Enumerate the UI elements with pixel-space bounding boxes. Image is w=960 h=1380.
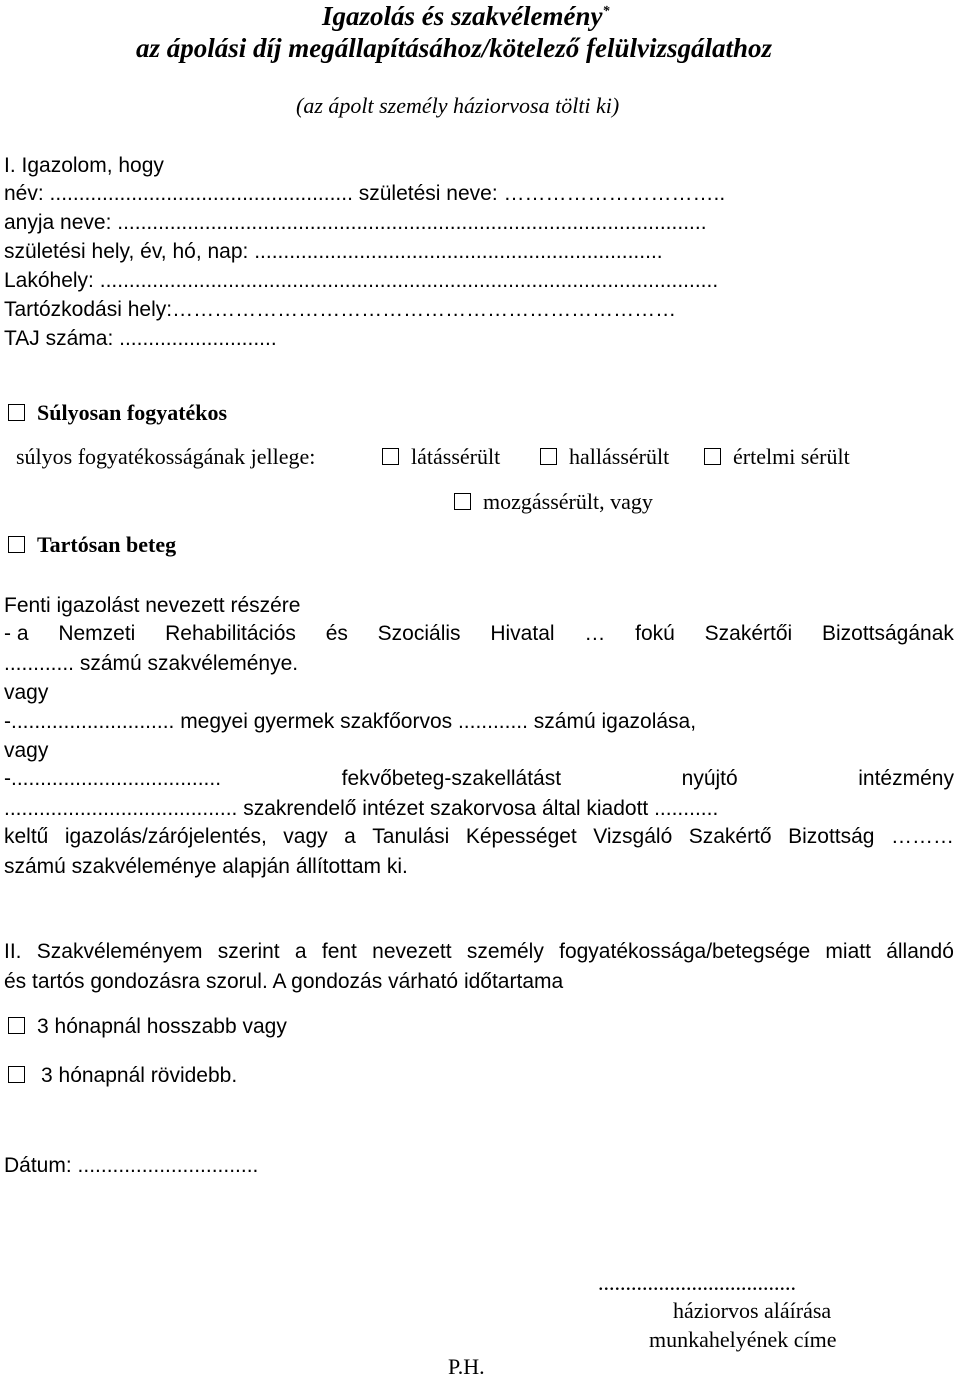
word: Képességet	[465, 825, 577, 848]
option-visual	[382, 444, 500, 470]
word: fokú	[635, 622, 675, 645]
certificate-intro: Fenti igazolást nevezett részére	[4, 594, 301, 617]
duration-longer-option	[8, 1014, 287, 1039]
final-line-end: számú szakvéleménye alapján állítottam ki.	[4, 855, 408, 878]
word: Szociális	[377, 622, 461, 645]
option-hearing	[540, 444, 669, 470]
word: személy	[466, 940, 544, 963]
outpatient-line: ........................................ szakrendelő intézet szakorvosa által kiadott ...........	[4, 797, 719, 820]
date-line: Dátum: ...............................	[4, 1154, 259, 1177]
duration-shorter-label: 3 hónapnál rövidebb.	[41, 1064, 238, 1087]
word: -....................................	[4, 767, 222, 790]
word: miatt	[825, 940, 871, 963]
signature-label: háziorvos aláírása	[673, 1298, 832, 1323]
word: a	[294, 940, 307, 963]
word: intézmény	[858, 767, 954, 790]
word: Szakértői	[704, 622, 793, 645]
footnote-marker: *	[602, 4, 610, 19]
stamp-label: P.H.	[448, 1354, 485, 1379]
hearing-label: hallássérült	[569, 444, 670, 469]
name-line: név: .................................................... születési neve: …………………………..	[4, 182, 726, 205]
section1-heading: I. Igazolom, hogy	[4, 154, 164, 177]
word: fogyatékossága/betegsége	[559, 940, 811, 963]
duration-shorter-option	[8, 1063, 237, 1088]
visual-label: látássérült	[411, 444, 501, 469]
chronic-illness-option	[8, 532, 176, 558]
word: …	[584, 622, 606, 645]
title-text: Igazolás és szakvélemény	[322, 1, 603, 31]
nrszh-line	[4, 622, 954, 646]
option-mobility	[454, 489, 653, 515]
birth-line: születési hely, év, hó, nap: ......................................................................	[4, 240, 663, 263]
stay-line: Tartózkodási hely:………………………………………………………………	[4, 298, 677, 321]
word: nevezett	[372, 940, 452, 963]
mobility-checkbox[interactable]	[454, 493, 471, 510]
word: szerint	[217, 940, 280, 963]
section2-line1	[4, 940, 954, 964]
word: Tanulási	[372, 825, 450, 848]
inpatient-line	[4, 767, 954, 791]
duration-shorter-checkbox[interactable]	[8, 1066, 25, 1083]
word: a	[344, 825, 356, 848]
mother-line: anyja neve: .....................................................................................................	[4, 211, 707, 234]
nrszh-line-end: ............ számú szakvéleménye.	[4, 652, 299, 675]
word: Szakértő	[688, 825, 772, 848]
word: - a	[4, 622, 29, 645]
intellectual-checkbox[interactable]	[704, 448, 721, 465]
word: Hivatal	[490, 622, 555, 645]
word: és	[325, 622, 348, 645]
word: Bizottságának	[821, 622, 954, 645]
word: Vizsgáló	[593, 825, 673, 848]
duration-longer-checkbox[interactable]	[8, 1017, 25, 1034]
word: Szakvéleményem	[36, 940, 203, 963]
word: II.	[4, 940, 22, 963]
workplace-label: munkahelyének címe	[649, 1327, 837, 1352]
final-line	[4, 825, 954, 849]
disability-nature-label: súlyos fogyatékosságának jellege:	[16, 444, 316, 469]
word: igazolás/zárójelentés,	[64, 825, 267, 848]
word: Bizottság	[788, 825, 875, 848]
word: keltű	[4, 825, 49, 848]
section2-line2: és tartós gondozásra szorul. A gondozás várható időtartama	[4, 970, 564, 993]
word: fekvőbeteg-szakellátást	[341, 767, 562, 790]
word: nyújtó	[681, 767, 738, 790]
duration-longer-label: 3 hónapnál hosszabb vagy	[37, 1015, 287, 1038]
chronic-illness-label: Tartósan beteg	[37, 532, 177, 557]
mobility-label: mozgássérült, vagy	[483, 489, 653, 514]
intellectual-label: értelmi sérült	[733, 444, 850, 469]
subtitle: (az ápolt személy háziorvosa tölti ki)	[296, 93, 620, 118]
severe-disability-option	[8, 400, 227, 426]
word: állandó	[886, 940, 954, 963]
title-line2: az ápolási díj megállapításához/kötelező felülvizsgálathoz	[136, 33, 773, 63]
hearing-checkbox[interactable]	[540, 448, 557, 465]
or-line-1: vagy	[4, 681, 49, 704]
taj-line: TAJ száma: ...........................	[4, 327, 277, 350]
county-line: -............................ megyei gyermek szakfőorvos ............ számú igazolása,	[4, 710, 697, 733]
title-line1	[322, 0, 609, 32]
word: ………	[890, 825, 954, 848]
word: vagy	[283, 825, 328, 848]
severe-disability-label: Súlyosan fogyatékos	[37, 400, 228, 425]
signature-dots: ....................................	[598, 1270, 796, 1295]
residence-line: Lakóhely: ..........................................................................................................	[4, 269, 719, 292]
word: Nemzeti	[58, 622, 136, 645]
or-line-2: vagy	[4, 739, 49, 762]
chronic-illness-checkbox[interactable]	[8, 536, 25, 553]
severe-disability-checkbox[interactable]	[8, 404, 25, 421]
option-intellectual	[704, 444, 850, 470]
word: fent	[321, 940, 357, 963]
visual-checkbox[interactable]	[382, 448, 399, 465]
word: Rehabilitációs	[165, 622, 296, 645]
